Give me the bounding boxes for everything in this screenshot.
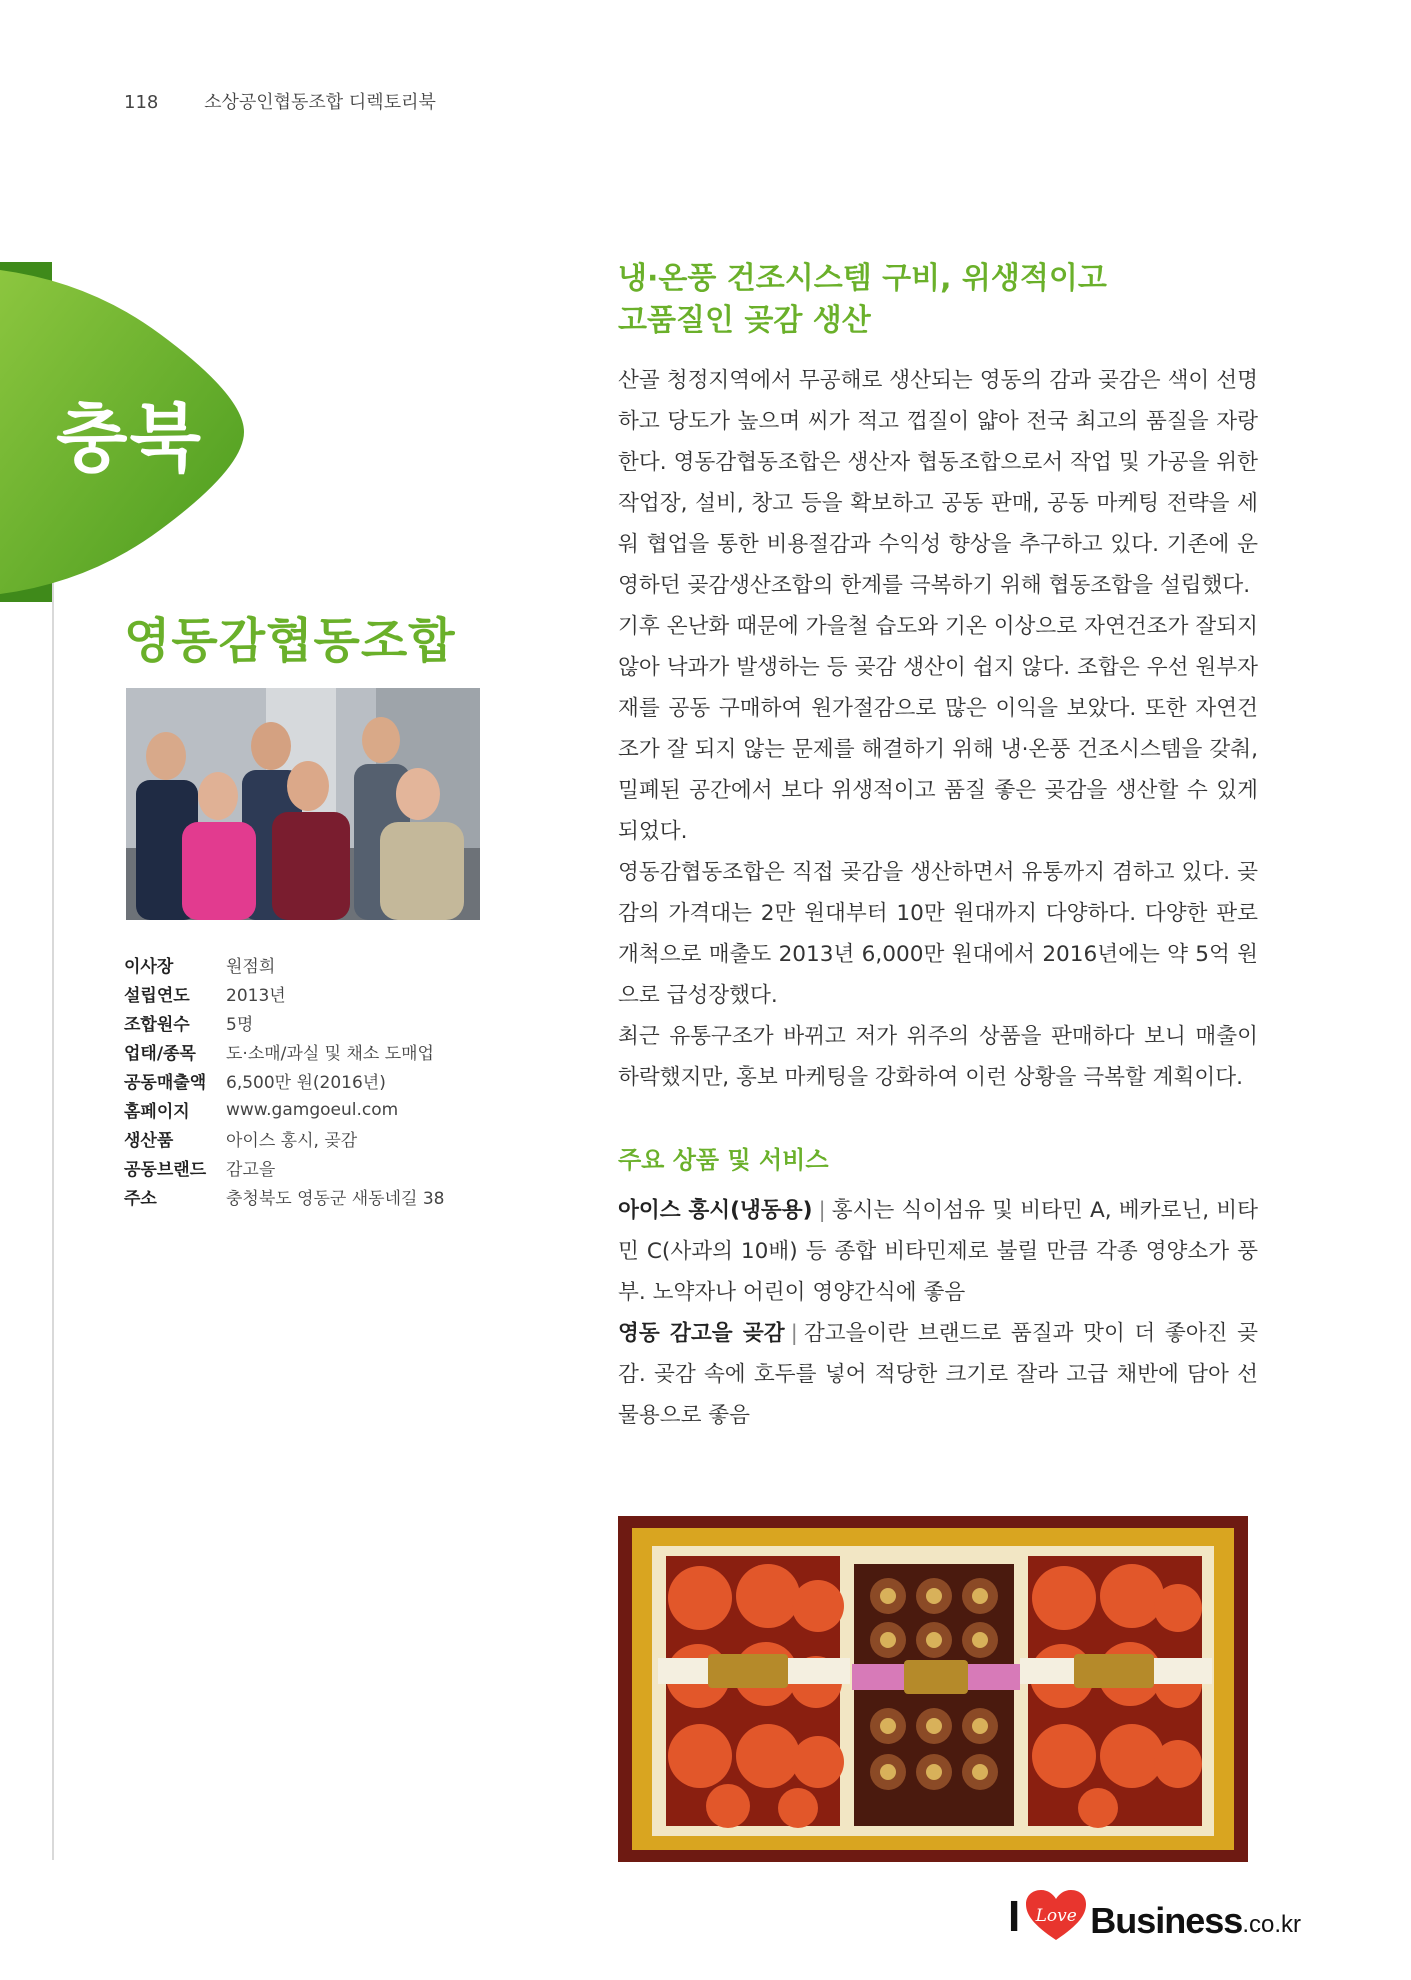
product-name: 영동 감고을 곶감 [618, 1321, 785, 1346]
info-row-sales [124, 1066, 504, 1095]
product-photo-gift-box [618, 1516, 1248, 1862]
logo-business-text: Business [1090, 1900, 1243, 1941]
separator: | [818, 1198, 826, 1223]
info-row-business-type [124, 1037, 504, 1066]
info-row-homepage [124, 1095, 504, 1124]
info-value: 원점희 [226, 957, 276, 977]
product-item [618, 1313, 1258, 1436]
body-paragraph: 영동감협동조합은 직접 곶감을 생산하면서 유통까지 겸하고 있다. 곶감의 가격대는 2만 원대부터 10만 원대까지 다양하다. 다양한 판로 개척으로 매출도 2013년 6,000만 원대에서 2016년에는 약 5억 원으로 급성장했다. [618, 860, 1258, 1008]
info-key: 공동브랜드 [124, 1160, 207, 1180]
logo-love-text: Love [1035, 1906, 1077, 1926]
article-body [618, 360, 1258, 1098]
info-key: 업태/종목 [124, 1044, 196, 1064]
info-row-products [124, 1124, 504, 1153]
group-photo [126, 688, 480, 920]
product-description: 감고을이란 브랜드로 품질과 맛이 더 좋아진 곶감. 곶감 속에 호두를 넣어 적당한 크기로 잘라 고급 채반에 담아 선물용으로 좋음 [618, 1321, 1258, 1428]
info-value: 5명 [226, 1015, 254, 1035]
info-row-members [124, 1008, 504, 1037]
info-row-founded [124, 979, 504, 1008]
body-paragraph: 기후 온난화 때문에 가을철 습도와 기온 이상으로 자연건조가 잘되지 않아 낙과가 발생하는 등 곶감 생산이 쉽지 않다. 조합은 우선 원부자재를 공동 구매하여 원가절감으로 많은 이익을 보았다. 또한 자연건조가 잘 되지 않는 문제를 해결하기 위해 냉·온풍 건조시스템을 갖춰, 밀폐된 공간에서 보다 위생적이고 품질 좋은 곶감을 생산할 수 있게 되었다. [618, 614, 1258, 844]
column-divider [52, 520, 54, 1860]
page-header [124, 88, 436, 114]
info-key: 홈페이지 [124, 1102, 190, 1122]
info-key: 생산품 [124, 1131, 174, 1151]
organization-name: 영동감협동조합 [124, 613, 456, 669]
region-label: 충북 [56, 396, 203, 482]
homepage-link[interactable]: www.gamgoeul.com [226, 1099, 399, 1120]
heart-icon [1026, 1890, 1086, 1942]
products-section-title: 주요 상품 및 서비스 [618, 1146, 829, 1174]
publication-title: 소상공인협동조합 디렉토리북 [204, 92, 436, 113]
page-number: 118 [124, 92, 159, 113]
info-key: 설립연도 [124, 986, 190, 1006]
info-table [124, 950, 504, 1211]
logo-domain-suffix: .co.kr [1242, 1911, 1301, 1938]
info-value: 충청북도 영동군 새동네길 38 [226, 1189, 445, 1209]
i-love-business-logo [1008, 1882, 1301, 1942]
products-list [618, 1190, 1258, 1436]
body-paragraph: 최근 유통구조가 바뀌고 저가 위주의 상품을 판매하다 보니 매출이 하락했지만, 홍보 마케팅을 강화하여 이런 상황을 극복할 계획이다. [618, 1024, 1258, 1090]
article-headline [618, 258, 1178, 342]
headline-line-2: 고품질인 곶감 생산 [618, 303, 871, 338]
info-key: 조합원수 [124, 1015, 190, 1035]
headline-line-1: 냉·온풍 건조시스템 구비, 위생적이고 [618, 261, 1107, 296]
info-value: 감고을 [226, 1160, 276, 1180]
info-value: 6,500만 원(2016년) [226, 1073, 386, 1093]
product-name: 아이스 홍시(냉동용) [618, 1198, 813, 1223]
info-key: 주소 [124, 1189, 157, 1209]
info-key: 이사장 [124, 957, 174, 977]
info-value: 아이스 홍시, 곶감 [226, 1131, 358, 1151]
logo-letter-i: I [1008, 1892, 1021, 1941]
separator: | [790, 1321, 798, 1346]
info-row-ceo [124, 950, 504, 979]
info-value: 2013년 [226, 986, 286, 1006]
info-row-address [124, 1182, 504, 1211]
product-item [618, 1190, 1258, 1313]
info-value: 도·소매/과실 및 채소 도매업 [226, 1044, 434, 1064]
info-key: 공동매출액 [124, 1073, 207, 1093]
body-paragraph: 산골 청정지역에서 무공해로 생산되는 영동의 감과 곶감은 색이 선명하고 당도가 높으며 씨가 적고 껍질이 얇아 전국 최고의 품질을 자랑한다. 영동감협동조합은 생산자 협동조합으로서 작업 및 가공을 위한 작업장, 설비, 창고 등을 확보하고 공동 판매, 공동 마케팅 전략을 세워 협업을 통한 비용절감과 수익성 향상을 추구하고 있다. 기존에 운영하던 곶감생산조합의 한계를 극복하기 위해 협동조합을 설립했다. [618, 368, 1258, 598]
product-description: 홍시는 식이섬유 및 비타민 A, 베카로닌, 비타민 C(사과의 10배) 등 종합 비타민제로 불릴 만큼 각종 영양소가 풍부. 노약자나 어린이 영양간식에 좋음 [618, 1198, 1258, 1305]
info-row-brand [124, 1153, 504, 1182]
